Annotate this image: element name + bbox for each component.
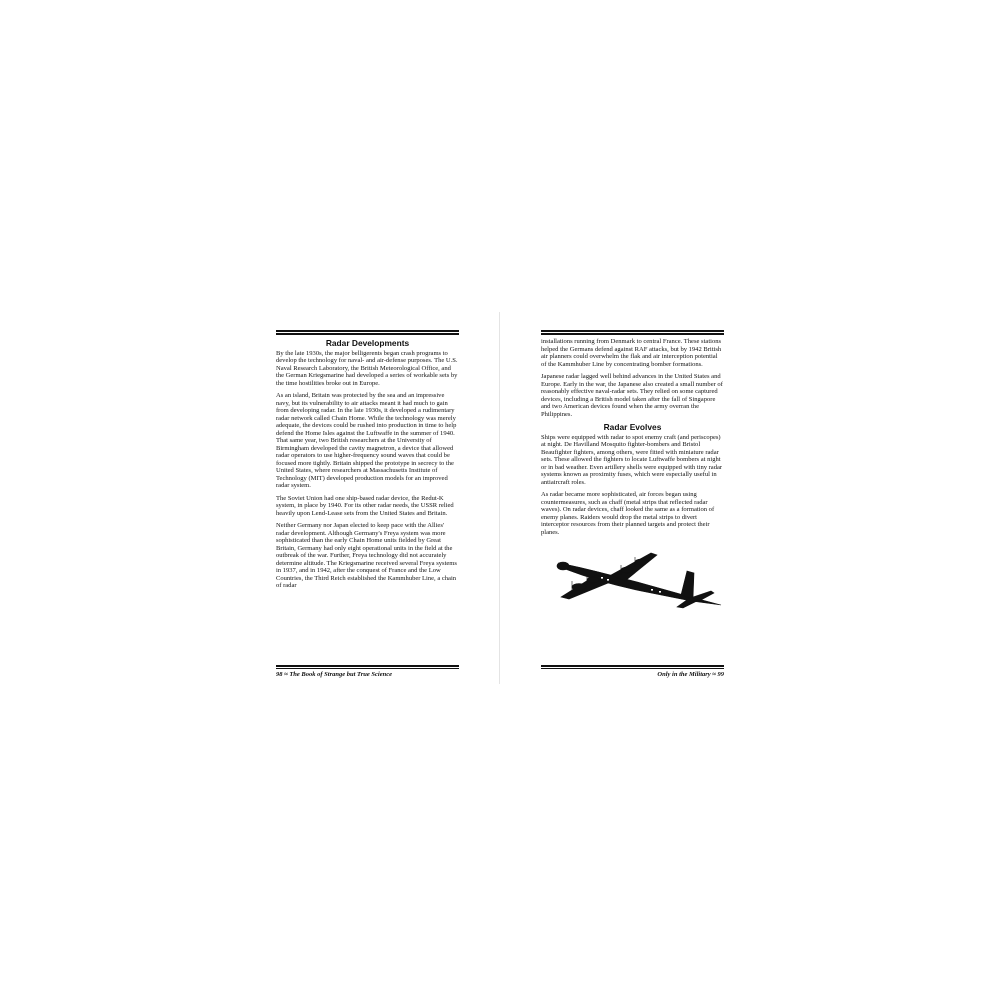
right-text-block [541, 338, 724, 648]
left-page [276, 330, 459, 678]
paragraph: As an island, Britain was protected by the sea and an impressive navy, but its vulnerability to air attacks meant it had much to gain from developing radar. In the late 1930s, it developed a rudimentary radar network called Chain Home. While the technology was merely adequate, the devices could be rushed into production in time to help defend the Home Isles against the Luftwaffe in the summer of 1940. That same year, two British researchers at the University of Birmingham developed the cavity magnetron, a device that allowed radar operators to use higher-frequency sound waves that could be focused more tightly. Britain shipped the prototype in secrecy to the United States, where researchers at Massachusetts Institute of Technology (MIT) developed production models for an improved radar system. [276, 392, 457, 489]
right-page [541, 330, 724, 678]
book-gutter [499, 312, 500, 684]
footer-text: 98 ≈ The Book of Strange but True Science [276, 671, 392, 678]
footer-text: Only in the Military ≈ 99 [657, 671, 724, 678]
section-heading: Radar Developments [325, 338, 410, 348]
bomber-airplane-icon [541, 545, 724, 615]
left-text-block [276, 338, 459, 656]
bottom-rule [276, 665, 459, 669]
bottom-rule [541, 665, 724, 669]
paragraph: The Soviet Union had one ship-based radar device, the Redut-K system, in place by 1940. For its other radar needs, the USSR relied heavily upon Lend-Lease sets from the United States and Britain. [276, 494, 454, 517]
paragraph: installations running from Denmark to central France. These stations helped the Germans defend against RAF attacks, but by 1942 British air planners could overwhelm the flak and air interception potential of the Kammhuber Line by concentrating bomber formations. [541, 338, 722, 368]
paragraph: Japanese radar lagged well behind advances in the United States and Europe. Early in the war, the Japanese also created a small number of reasonably effective naval-radar sets. They relied on some captured devices, including a British model taken after the fall of Singapore and two American devices found when the army overran the Philippines. [541, 373, 723, 418]
paragraph: Ships were equipped with radar to spot enemy craft (and periscopes) at night. De Havilland Mosquito fighter-bombers and Bristol Beaufighter fighters, among others, were fitted with miniature radar sets. These allowed the fighters to locate Luftwaffe bombers at night or in bad weather. Even artillery shells were equipped with tiny radar systems known as proximity fuses, which were especially useful in antiaircraft roles. [541, 433, 723, 486]
paragraph: As radar became more sophisticated, air forces began using countermeasures, such as chaff (metal strips that reflected radar waves). On radar devices, chaff looked the same as a formation of enemy planes. Raiders would drop the metal strips to divert interceptor resources from their planned targets and protect their planes. [541, 491, 715, 536]
top-rule [276, 330, 459, 335]
page-footer [276, 665, 459, 678]
page-footer [541, 665, 724, 678]
paragraph: By the late 1930s, the major belligerents began crash programs to develop the technology for naval- and air-defense purposes. The U.S. Naval Research Laboratory, the British Meteorological Office, and the German Kriegsmarine had developed a series of workable sets by the time hostilities broke out in Europe. [276, 349, 458, 387]
top-rule [541, 330, 724, 335]
section-heading: Radar Evolves [603, 422, 662, 432]
paragraph: Neither Germany nor Japan elected to keep pace with the Allies' radar development. Although Germany's Freya system was more sophisticated than the early Chain Home units fielded by Great Britain, Germany had only eight operational units in the field at the outbreak of the war. Further, Freya technology did not accurately determine altitude. The Kriegsmarine received several Freya systems in 1937, and in 1942, after the conquest of France and the Low Countries, the Third Reich established the Kammhuber Line, a chain of radar [276, 522, 457, 589]
